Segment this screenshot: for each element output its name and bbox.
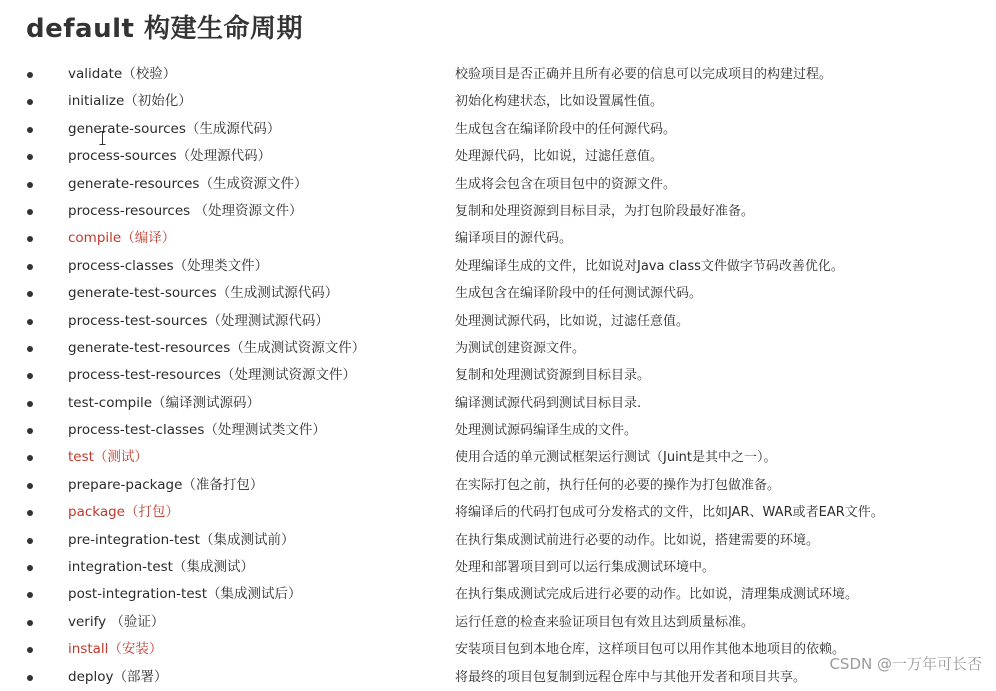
phase-name: process-sources（处理源代码）	[68, 148, 272, 165]
bullet-dot-icon	[27, 127, 33, 133]
phase-description: 处理测试源码编译生成的文件。	[455, 423, 638, 439]
phase-description: 校验项目是否正确并且所有必要的信息可以完成项目的构建过程。	[455, 67, 833, 82]
list-item	[0, 581, 996, 608]
phase-name: prepare-package（准备打包）	[68, 476, 264, 493]
bullet-dot-icon	[27, 291, 33, 297]
list-item	[0, 527, 996, 554]
list-item	[0, 225, 996, 252]
phase-description: 处理和部署项目到可以运行集成测试环境中。	[455, 560, 716, 576]
phase-description: 处理编译生成的文件，比如说对Java class文件做字节码改善优化。	[455, 258, 844, 274]
phase-description: 使用合适的单元测试框架运行测试（Juint是其中之一）。	[455, 450, 777, 466]
list-item	[0, 61, 996, 88]
phase-name: process-classes（处理类文件）	[68, 257, 269, 274]
phase-name: test（测试）	[68, 449, 148, 466]
phase-description: 安装项目包到本地仓库，这样项目包可以用作其他本地项目的依赖。	[455, 642, 846, 658]
bullet-dot-icon	[27, 428, 33, 434]
phase-name: generate-test-resources（生成测试资源文件）	[68, 339, 366, 356]
phase-name: validate（校验）	[68, 66, 177, 82]
text-cursor-icon	[99, 131, 106, 145]
phase-description: 在执行集成测试前进行必要的动作。比如说，搭建需要的环境。	[455, 532, 820, 548]
list-item	[0, 143, 996, 170]
phase-description: 在实际打包之前，执行任何的必要的操作为打包做准备。	[455, 477, 781, 493]
bullet-dot-icon	[27, 538, 33, 544]
bullet-dot-icon	[27, 620, 33, 626]
phase-description: 复制和处理测试资源到目标目录。	[455, 368, 651, 384]
bullet-dot-icon	[27, 455, 33, 461]
phase-name: generate-test-sources（生成测试源代码）	[68, 285, 339, 302]
bullet-dot-icon	[27, 182, 33, 188]
phase-name: deploy（部署）	[68, 668, 168, 685]
phase-name: post-integration-test（集成测试后）	[68, 586, 302, 603]
bullet-dot-icon	[27, 592, 33, 598]
phase-description: 生成包含在编译阶段中的任何测试源代码。	[455, 286, 703, 302]
bullet-dot-icon	[27, 72, 33, 78]
phase-name: initialize（初始化）	[68, 93, 192, 110]
bullet-dot-icon	[27, 373, 33, 379]
bullet-dot-icon	[27, 264, 33, 270]
phase-description: 生成包含在编译阶段中的任何源代码。	[455, 121, 677, 137]
bullet-dot-icon	[27, 236, 33, 242]
phase-name: verify （验证）	[68, 613, 165, 630]
phase-description: 处理测试源代码，比如说，过滤任意值。	[455, 313, 690, 329]
list-item	[0, 444, 996, 471]
phase-description: 在执行集成测试完成后进行必要的动作。比如说，清理集成测试环境。	[455, 587, 859, 603]
list-item	[0, 362, 996, 389]
bullet-dot-icon	[27, 401, 33, 407]
phase-description: 处理源代码，比如说，过滤任意值。	[455, 149, 664, 165]
list-item	[0, 472, 996, 499]
bullet-dot-icon	[27, 565, 33, 571]
bullet-dot-icon	[27, 647, 33, 653]
list-item	[0, 499, 996, 526]
bullet-dot-icon	[27, 510, 33, 516]
list-item	[0, 198, 996, 225]
list-item	[0, 171, 996, 198]
bullet-dot-icon	[27, 675, 33, 681]
bullet-dot-icon	[27, 346, 33, 352]
phase-description: 编译测试源代码到测试目标目录.	[455, 395, 642, 411]
bullet-dot-icon	[27, 483, 33, 489]
phase-name: generate-sources（生成源代码）	[68, 120, 281, 137]
bullet-dot-icon	[27, 319, 33, 325]
phase-name: process-resources （处理资源文件）	[68, 202, 303, 219]
list-item	[0, 554, 996, 581]
list-item	[0, 335, 996, 362]
list-item	[0, 116, 996, 143]
phase-name: process-test-sources（处理测试源代码）	[68, 312, 329, 329]
list-item	[0, 253, 996, 280]
list-item	[0, 88, 996, 115]
page-title: default 构建生命周期	[26, 14, 304, 44]
phase-name: install（安装）	[68, 641, 163, 658]
bullet-dot-icon	[27, 209, 33, 215]
phase-name: integration-test（集成测试）	[68, 559, 254, 576]
bullet-dot-icon	[27, 154, 33, 160]
phase-name: pre-integration-test（集成测试前）	[68, 531, 295, 548]
phase-description: 将编译后的代码打包成可分发格式的文件，比如JAR、WAR或者EAR文件。	[455, 505, 884, 521]
phase-description: 为测试创建资源文件。	[455, 340, 586, 356]
list-item	[0, 280, 996, 307]
phase-name: process-test-resources（处理测试资源文件）	[68, 367, 356, 384]
phase-name: package（打包）	[68, 504, 179, 521]
phase-description: 将最终的项目包复制到远程仓库中与其他开发者和项目共享。	[455, 669, 807, 685]
phase-description: 初始化构建状态，比如设置属性值。	[455, 94, 664, 110]
phase-name: compile（编译）	[68, 230, 176, 247]
phase-name: process-test-classes（处理测试类文件）	[68, 422, 326, 439]
watermark: CSDN @一万年可长否	[829, 655, 982, 673]
phase-name: generate-resources（生成资源文件）	[68, 175, 308, 192]
phase-description: 复制和处理资源到目标目录，为打包阶段最好准备。	[455, 203, 755, 219]
phase-description: 生成将会包含在项目包中的资源文件。	[455, 176, 677, 192]
phase-description: 编译项目的源代码。	[455, 231, 573, 247]
lifecycle-phase-list	[0, 61, 996, 691]
list-item	[0, 417, 996, 444]
list-item	[0, 308, 996, 335]
list-item	[0, 609, 996, 636]
phase-name: test-compile（编译测试源码）	[68, 394, 261, 411]
bullet-dot-icon	[27, 99, 33, 105]
list-item	[0, 390, 996, 417]
phase-description: 运行任意的检查来验证项目包有效且达到质量标准。	[455, 614, 755, 630]
